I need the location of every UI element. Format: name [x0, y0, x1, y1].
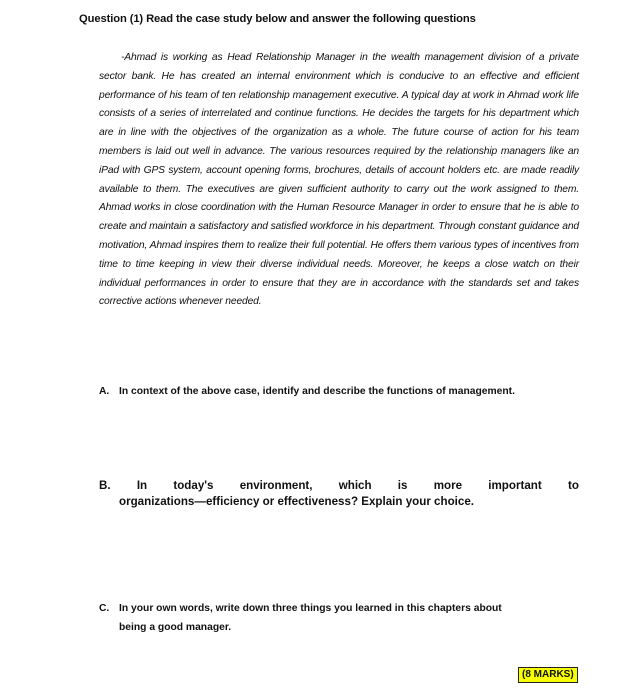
question-b-line1	[99, 478, 579, 494]
question-b-word: environment,	[239, 479, 313, 492]
question-c	[99, 600, 589, 637]
question-heading: Question (1) Read the case study below and answer the following questions	[79, 13, 476, 25]
question-b-word: more	[433, 479, 463, 492]
question-b	[99, 478, 579, 509]
question-c-text: In your own words, write down three things you learned in this chapters about	[119, 603, 502, 614]
question-a-letter: A.	[99, 386, 110, 397]
question-c-line2: being a good manager.	[119, 621, 232, 633]
question-c-line1	[99, 600, 589, 619]
question-b-line2: organizations—efficiency or effectiveness? Explain your choice.	[119, 494, 475, 508]
question-b-word: is	[397, 479, 408, 492]
question-b-word: which	[338, 479, 372, 492]
question-b-word: In	[136, 479, 148, 492]
question-b-word: to	[567, 479, 579, 492]
question-b-word: today's	[173, 479, 214, 492]
question-a-text: In context of the above case, identify and describe the functions of management.	[119, 386, 515, 397]
case-study-paragraph: -Ahmad is working as Head Relationship Manager in the wealth management division of a private sector bank. He has created an internal environment which is conducive to an effective and efficient performance of his team of ten relationship management executive. A typical day at work in Ahmad work life consists of a series of interrelated and continue functions. He decides the targets for his department which are in line with the objectives of the organization as a whole. The future course of action for his team members is laid out well in advance. The various resources required by the relationship managers like an iPad with GPS system, account opening forms, brochures, details of account holders etc. are made readily available to them. The executives are given sufficient authority to carry out the work assigned to them. Ahmad works in close coordination with the Human Resource Manager in order to ensure that he is able to create and maintain a satisfactory and satisfied workforce in his department. Through constant guidance and motivation, Ahmad inspires them to realize their full potential. He offers them various types of incentives from time to time keeping in view their diverse individual needs. Moreover, he keeps a close watch on their individual performances in order to ensure that they are in accordance with the standards set and takes corrective actions whenever needed.	[99, 52, 579, 308]
question-c-letter: C.	[99, 603, 110, 614]
marks-badge: (8 MARKS)	[518, 667, 578, 683]
question-a	[99, 386, 589, 397]
question-b-letter: B.	[99, 479, 111, 492]
question-b-word: important	[488, 479, 542, 492]
